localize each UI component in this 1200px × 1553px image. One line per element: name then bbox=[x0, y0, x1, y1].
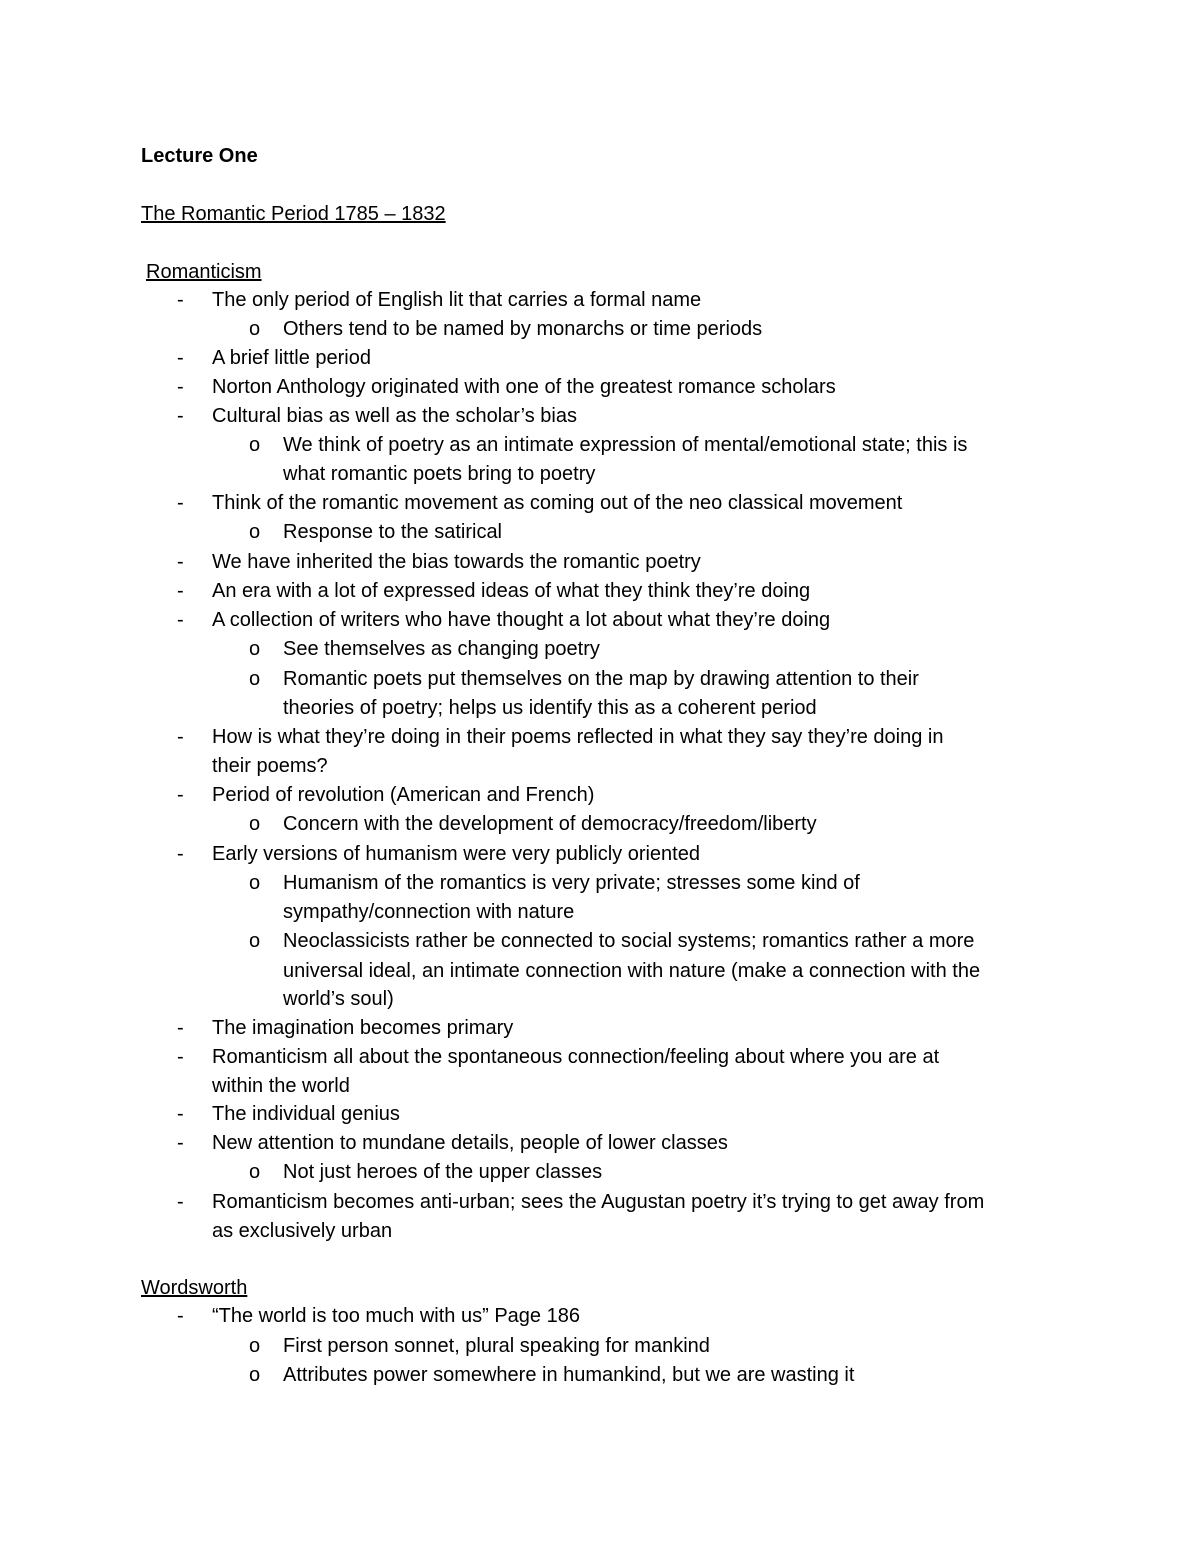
list-item: We have inherited the bias towards the romantic poetry bbox=[212, 551, 701, 573]
dash-bullet: - bbox=[177, 551, 184, 573]
circle-bullet: o bbox=[249, 1364, 261, 1386]
circle-bullet: o bbox=[249, 668, 261, 690]
list-item-continuation: what romantic poets bring to poetry bbox=[283, 463, 596, 485]
list-item: A brief little period bbox=[212, 347, 371, 369]
list-item: Concern with the development of democracy/freedom/liberty bbox=[283, 813, 817, 835]
list-item: Romantic poets put themselves on the map by drawing attention to their bbox=[283, 668, 919, 690]
list-item: See themselves as changing poetry bbox=[283, 638, 600, 660]
dash-bullet: - bbox=[177, 1046, 184, 1068]
dash-bullet: - bbox=[177, 1305, 184, 1327]
list-item-continuation: theories of poetry; helps us identify this as a coherent period bbox=[283, 697, 817, 719]
dash-bullet: - bbox=[177, 784, 184, 806]
list-item: An era with a lot of expressed ideas of what they think they’re doing bbox=[212, 580, 811, 602]
document-title: Lecture One bbox=[141, 145, 258, 167]
list-item: Period of revolution (American and French) bbox=[212, 784, 595, 806]
circle-bullet: o bbox=[249, 521, 261, 543]
list-item: Think of the romantic movement as coming out of the neo classical movement bbox=[212, 492, 903, 514]
list-item: New attention to mundane details, people of lower classes bbox=[212, 1132, 728, 1154]
list-item: The individual genius bbox=[212, 1103, 400, 1125]
dash-bullet: - bbox=[177, 376, 184, 398]
list-item-continuation: world’s soul) bbox=[283, 988, 394, 1010]
list-item: Norton Anthology originated with one of the greatest romance scholars bbox=[212, 376, 836, 398]
dash-bullet: - bbox=[177, 1191, 184, 1213]
list-item: Humanism of the romantics is very private; stresses some kind of bbox=[283, 872, 860, 894]
list-item: First person sonnet, plural speaking for mankind bbox=[283, 1335, 710, 1357]
circle-bullet: o bbox=[249, 1335, 261, 1357]
circle-bullet: o bbox=[249, 638, 261, 660]
dash-bullet: - bbox=[177, 1132, 184, 1154]
circle-bullet: o bbox=[249, 930, 261, 952]
circle-bullet: o bbox=[249, 434, 261, 456]
period-heading: The Romantic Period 1785 – 1832 bbox=[141, 203, 446, 225]
list-item-continuation: universal ideal, an intimate connection with nature (make a connection with the bbox=[283, 960, 981, 982]
list-item: Early versions of humanism were very publicly oriented bbox=[212, 843, 700, 865]
dash-bullet: - bbox=[177, 1017, 184, 1039]
list-item: Not just heroes of the upper classes bbox=[283, 1161, 603, 1183]
list-item-continuation: as exclusively urban bbox=[212, 1220, 393, 1242]
dash-bullet: - bbox=[177, 843, 184, 865]
list-item: A collection of writers who have thought a lot about what they’re doing bbox=[212, 609, 831, 631]
list-item: Cultural bias as well as the scholar’s bias bbox=[212, 405, 577, 427]
circle-bullet: o bbox=[249, 872, 261, 894]
circle-bullet: o bbox=[249, 813, 261, 835]
list-item: Romanticism becomes anti-urban; sees the Augustan poetry it’s trying to get away from bbox=[212, 1191, 985, 1213]
dash-bullet: - bbox=[177, 289, 184, 311]
list-item-continuation: within the world bbox=[212, 1075, 350, 1097]
list-item-continuation: sympathy/connection with nature bbox=[283, 901, 575, 923]
dash-bullet: - bbox=[177, 1103, 184, 1125]
circle-bullet: o bbox=[249, 1161, 261, 1183]
dash-bullet: - bbox=[177, 580, 184, 602]
list-item: The imagination becomes primary bbox=[212, 1017, 514, 1039]
list-item: Response to the satirical bbox=[283, 521, 503, 543]
list-item: Romanticism all about the spontaneous connection/feeling about where you are at bbox=[212, 1046, 940, 1068]
list-item: Others tend to be named by monarchs or time periods bbox=[283, 318, 763, 340]
section-heading-wordsworth: Wordsworth bbox=[141, 1277, 248, 1299]
list-item: “The world is too much with us” Page 186 bbox=[212, 1305, 580, 1327]
list-item: The only period of English lit that carries a formal name bbox=[212, 289, 702, 311]
list-item: We think of poetry as an intimate expression of mental/emotional state; this is bbox=[283, 434, 968, 456]
list-item: Neoclassicists rather be connected to social systems; romantics rather a more bbox=[283, 930, 975, 952]
section-heading-romanticism: Romanticism bbox=[146, 261, 262, 283]
circle-bullet: o bbox=[249, 318, 261, 340]
list-item: Attributes power somewhere in humankind, but we are wasting it bbox=[283, 1364, 855, 1386]
list-item-continuation: their poems? bbox=[212, 755, 328, 777]
dash-bullet: - bbox=[177, 347, 184, 369]
dash-bullet: - bbox=[177, 492, 184, 514]
list-item: How is what they’re doing in their poems reflected in what they say they’re doing in bbox=[212, 726, 944, 748]
dash-bullet: - bbox=[177, 609, 184, 631]
dash-bullet: - bbox=[177, 405, 184, 427]
dash-bullet: - bbox=[177, 726, 184, 748]
